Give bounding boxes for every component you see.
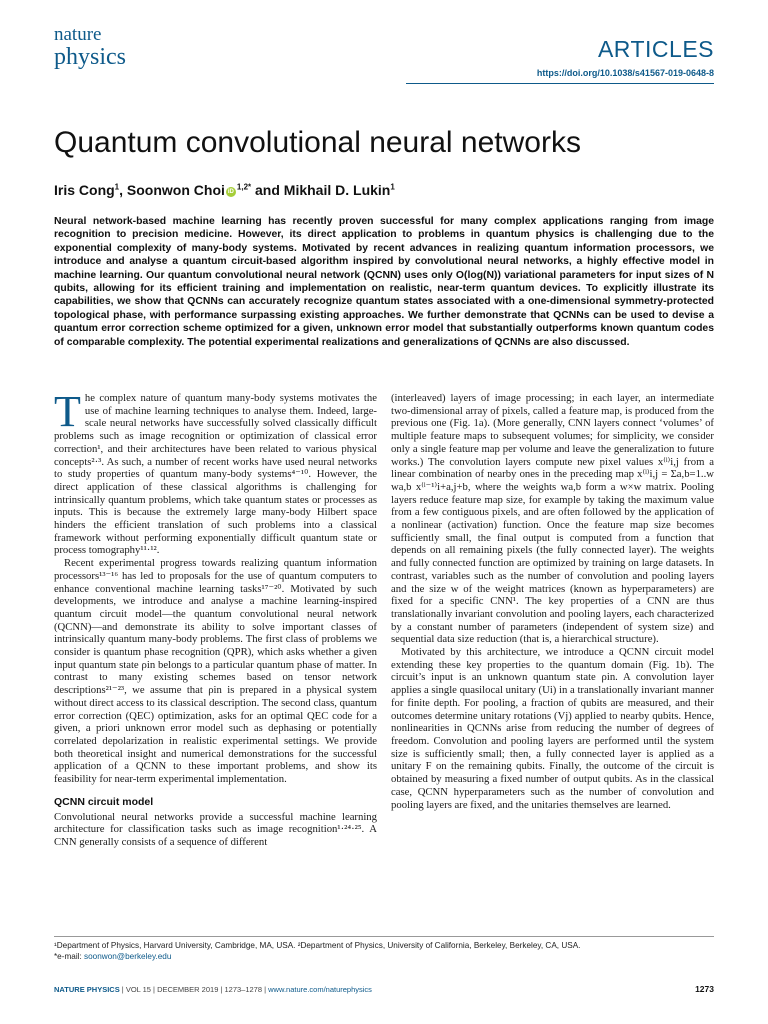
body-column-right (391, 392, 714, 811)
logo-physics-text: physics (54, 44, 126, 70)
journal-logo (54, 25, 126, 69)
drop-cap: T (54, 387, 81, 436)
email-link[interactable]: soonwon@berkeley.edu (84, 952, 172, 961)
section-label: ARTICLES (597, 36, 714, 62)
footer-url-link[interactable]: www.nature.com/naturephysics (268, 985, 372, 994)
doi-link[interactable]: https://doi.org/10.1038/s41567-019-0648-8 (536, 68, 714, 78)
body-paragraph: Recent experimental progress towards realizing quantum information processors¹³⁻¹⁶ has led to proposals for the use of quantum computers to enhance conventional machine learning tasks¹⁷⁻²⁰. Motivated by such developments, we introduce and analyse a machine learning-inspired quantum circuit model—the quantum convolutional neural network (QCNN)—and demonstrate its ability to solve important classes of intrinsically quantum many-body problems. The first class of problems we consider is quantum phase recognition (QPR), which asks whether a given input quantum state ρin belongs to a particular quantum phase of matter. In contrast to many existing schemes based on tensor network descriptions²¹⁻²³, we assume that ρin is prepared in a physical system without direct access to its classical description. The second class, quantum error correction (QEC) optimization, asks for an optimal QEC code for a given, a priori unknown error model such as dephasing or potentially correlated depolarization in realistic experimental settings. We provide both theoretical insight and numerical demonstrations for the successful application of a QCNN to these important problems, and show its feasibility for near-term experimental implementation. (54, 557, 377, 786)
author-separator: , (119, 182, 127, 198)
affiliations-footnote: ¹Department of Physics, Harvard University, Cambridge, MA, USA. ²Department of Physics, University of California, Berkeley, Berkeley, CA, USA. (54, 941, 581, 950)
section-heading: QCNN circuit model (54, 795, 154, 808)
article-title: Quantum convolutional neural networks (54, 126, 581, 159)
orcid-icon[interactable]: iD (227, 189, 234, 195)
header-divider (406, 83, 714, 84)
body-paragraph (54, 387, 377, 557)
body-paragraph: Motivated by this architecture, we introduce a QCNN circuit model extending these key properties to the quantum domain (Fig. 1b). The circuit’s input is an unknown quantum state ρin. A convolution layer applies a single quasilocal unitary (Ui) in a translationally invariant manner for finite depth. For pooling, a fraction of qubits are measured, and their outcomes determine unitary rotations (Vj) applied to nearby qubits. Hence, nonlinearities in QCNNs arise from reducing the number of degrees of freedom. Convolution and pooling layers are performed until the system size is sufficiently small; then, a fully connected layer is applied as a unitary F on the remaining qubits. Finally, the outcome of the circuit is obtained by measuring a fixed number of output qubits. As in the classical case, QCNN hyperparameters such as the number of convolution and pooling layers are fixed, and the unitaries themselves are learned. (391, 646, 714, 811)
abstract: Neural network-based machine learning has recently proven successful for many complex applications ranging from image recognition to precision medicine. However, its direct application to problems in quantum physics is challenging due to the exponential complexity of many-body systems. Motivated by recent advances in realizing quantum information processors, we introduce and analyse a quantum circuit-based algorithm inspired by convolutional neural networks, a highly effective model in machine learning. Our quantum convolutional neural network (QCNN) uses only O(log(N)) variational parameters for input sizes of N qubits, allowing for its efficient training and implementation on realistic, near-term quantum devices. To explicitly illustrate its capabilities, we show that QCNNs can accurately recognize quantum states associated with a one-dimensional symmetry-protected topological phase, with performance surpassing existing approaches. We further demonstrate that QCNNs can be used to devise a quantum error correction scheme optimized for a given, unknown error model that substantially outperforms known quantum codes of comparable complexity. The potential experimental realizations and generalizations of QCNNs are also discussed. (54, 216, 714, 348)
body-paragraph: (interleaved) layers of image processing; in each layer, an intermediate two-dimensional array of pixels, called a feature map, is produced from the previous one (Fig. 1a). (More generally, CNN layers connect ‘volumes’ of multiple feature maps to subsequent volumes; for simplicity, we consider only a single feature map per volume and leave the generalization to future works.) The convolution layers compute new pixel values x⁽ˡ⁾i,j from a linear combination of nearby ones in the preceding map x⁽ˡ⁾i,j = Σa,b=1..w wa,b x⁽ˡ⁻¹⁾i+a,j+b, where the weights wa,b form a w×w matrix. Pooling layers reduce feature map size, for example by taking the maximum value from a few contiguous pixels, and are often followed by the application of a nonlinear (activation) function. Once the feature map size becomes sufficiently small, the final output is computed from a function that depends on all remaining pixels (the fully connected layer). The weights and fully connected function are optimized by training on large datasets. In contrast, variables such as the number of convolution and pooling layers and the size w of the weight matrices (known as hyperparameters) are fixed for a specific CNN¹. The key properties of a CNN are thus translationally invariant convolution and pooling layers, each characterized by a constant number of parameters (independent of system size) and sequential data size reduction (that is, a hierarchical structure). (391, 392, 714, 646)
author-list (54, 182, 395, 198)
page-number: 1273 (695, 984, 714, 994)
footer-citation: | VOL 15 | DECEMBER 2019 | 1273–1278 | (119, 985, 269, 994)
author-affiliation: 1,2* (236, 182, 252, 192)
body-paragraph: Convolutional neural networks provide a successful machine learning architecture for classification tasks such as image recognition¹·²⁴·²⁵. A CNN generally consists of a sequence of different (54, 810, 377, 848)
body-paragraph-text: he complex nature of quantum many-body systems motivates the use of machine learning techniques to analyse them. Indeed, large-scale neural networks have successfully solved classically difficult problems such as image recognition or optimization of classical error correction¹, and their architectures have been related to various physical concepts²·³. As such, a number of recent works have used neural networks to study properties of quantum many-body systems⁴⁻¹⁰. However, the direct application of these classical algorithms is challenging for intrinsically quantum problems, which take quantum states or processes as inputs. This is because the extremely large many-body Hilbert space hinders the efficient translation of such problems into a classical framework without performing exponentially difficult quantum state or process tomography¹¹·¹². (54, 392, 377, 557)
page-footer (54, 985, 372, 994)
author-separator: and (251, 182, 284, 198)
author-name[interactable]: Soonwon Choi (126, 182, 225, 198)
logo-nature-text: nature (54, 24, 102, 45)
author-name[interactable]: Iris Cong (54, 182, 115, 198)
body-column-left (54, 387, 377, 849)
email-footnote (54, 952, 714, 961)
footnote-divider (54, 936, 714, 937)
author-affiliation: 1 (390, 182, 395, 192)
email-label: *e-mail: (54, 952, 85, 961)
author-name[interactable]: Mikhail D. Lukin (283, 182, 391, 198)
footer-journal: NATURE PHYSICS (54, 985, 120, 994)
author-affiliation: 1 (114, 182, 120, 192)
